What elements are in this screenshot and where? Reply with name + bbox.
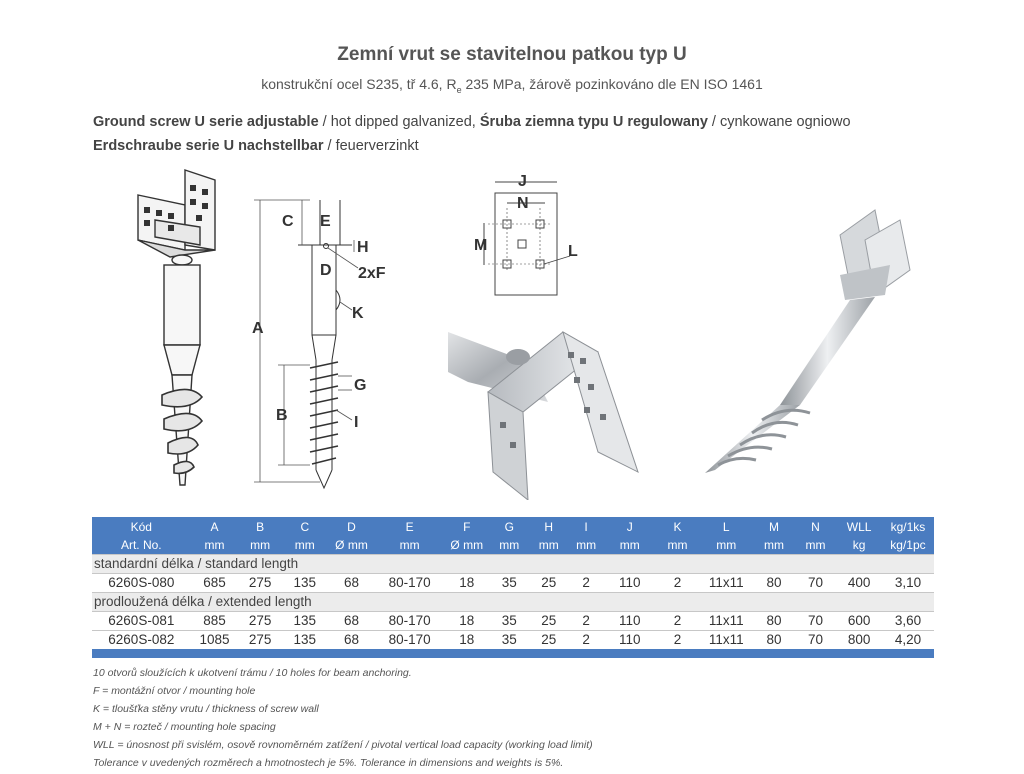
col-header: H [529,517,568,536]
col-header: C [282,517,328,536]
col-header: F [444,517,490,536]
cell: 68 [328,573,376,592]
label-m: M [474,237,488,254]
cell: 68 [328,630,376,649]
col-unit: Ø mm [444,536,490,554]
cell: 70 [795,573,837,592]
cell: 68 [328,611,376,630]
cell: 80-170 [375,611,444,630]
cell: 35 [490,573,529,592]
cell: 2 [656,611,700,630]
cell: 35 [490,611,529,630]
col-header: Kód [92,517,191,536]
group-label: prodloužená délka / extended length [92,592,934,611]
german-name: Erdschraube serie U nachstellbar [93,138,324,154]
col-header: B [238,517,282,536]
label-f: 2xF [358,265,386,282]
cell: 135 [282,573,328,592]
col-unit: mm [375,536,444,554]
table-row [92,611,934,630]
cell: 80-170 [375,573,444,592]
col-header: G [490,517,529,536]
label-c: C [282,213,294,230]
page-subtitle: konstrukční ocel S235, tř 4.6, $R_e$ 235 MPa, žárově pozinkováno dle EN ISO 1461 [261,76,763,95]
note-line: WLL = únosnost při svislém, osově rovnoměrném zatížení / pivotal vertical load capacity (working load limit) [93,739,593,751]
col-header: J [604,517,656,536]
cell: 25 [529,611,568,630]
group-row-standard [92,554,934,573]
cell-code: 6260S-082 [92,630,191,649]
col-unit: mm [568,536,603,554]
col-header: M [753,517,795,536]
group-label: standardní délka / standard length [92,554,934,573]
cell: 80 [753,611,795,630]
label-e: E [320,213,331,230]
note-line: Tolerance v uvedených rozměrech a hmotnostech je 5%. Tolerance in dimensions and weights is 5%. [93,757,564,769]
note-line: K = tloušťka stěny vrutu / thickness of screw wall [93,703,319,715]
col-unit: kg/1pc [882,536,934,554]
polish-name: Śruba ziemna typu U regulowany [479,114,708,130]
cell-code: 6260S-080 [92,573,191,592]
cell: 70 [795,630,837,649]
label-k: K [352,305,364,322]
note-line: M + N = rozteč / mounting hole spacing [93,721,276,733]
cell: 11x11 [699,573,753,592]
cell: 1085 [191,630,239,649]
group-row-extended [92,592,934,611]
col-header: kg/1ks [882,517,934,536]
col-header: L [699,517,753,536]
label-d: D [320,262,332,279]
cell: 110 [604,573,656,592]
cell: 2 [568,630,603,649]
label-i: I [354,414,359,431]
cell: 18 [444,630,490,649]
cell: 110 [604,630,656,649]
col-unit: mm [699,536,753,554]
col-unit: mm [604,536,656,554]
cell: 25 [529,573,568,592]
english-name: Ground screw U serie adjustable [93,114,319,130]
spec-table-container [92,517,934,658]
cell: 135 [282,611,328,630]
cell: 70 [795,611,837,630]
col-header: D [328,517,376,536]
cell: 35 [490,630,529,649]
col-header: I [568,517,603,536]
bracket-closeup-photo [448,322,644,500]
table-row [92,630,934,649]
cell: 3,60 [882,611,934,630]
cell: 80 [753,630,795,649]
col-unit: mm [282,536,328,554]
label-g: G [354,377,367,394]
label-l: L [568,243,578,260]
label-h: H [357,239,369,256]
note-line: 10 otvorů sloužících k ukotvení trámu / 10 holes for beam anchoring. [93,667,412,679]
col-unit: kg [836,536,882,554]
cell: 11x11 [699,630,753,649]
cell: 685 [191,573,239,592]
cell: 11x11 [699,611,753,630]
col-unit: mm [656,536,700,554]
col-unit: mm [753,536,795,554]
multilang-line-2: Erdschraube serie U nachstellbar / feuerverzinkt [93,138,419,154]
table-header-row [92,517,934,536]
cell: 3,10 [882,573,934,592]
table-unit-row [92,536,934,554]
cell-code: 6260S-081 [92,611,191,630]
table-footer-bar [92,649,934,658]
col-unit: mm [490,536,529,554]
cell: 600 [836,611,882,630]
cell: 275 [238,573,282,592]
col-unit: Ø mm [328,536,376,554]
cell: 275 [238,611,282,630]
plate-detail-drawing [470,168,585,303]
multilang-line-1: Ground screw U serie adjustable / hot dipped galvanized, Śruba ziemna typu U regulowany / cynkowane ogniowo [93,114,851,130]
product-sketch-figure [130,165,240,495]
cell: 4,20 [882,630,934,649]
col-unit: mm [238,536,282,554]
notes-section [93,666,953,774]
cell: 885 [191,611,239,630]
col-unit: mm [529,536,568,554]
cell: 2 [656,630,700,649]
cell: 275 [238,630,282,649]
page-title: Zemní vrut se stavitelnou patkou typ U [337,44,687,65]
cell: 400 [836,573,882,592]
cell: 18 [444,573,490,592]
note-line: F = montážní otvor / mounting hole [93,685,256,697]
cell: 2 [568,611,603,630]
col-header: N [795,517,837,536]
label-a: A [252,320,264,337]
col-header: WLL [836,517,882,536]
cell: 135 [282,630,328,649]
col-header: A [191,517,239,536]
ground-screw-photo [690,205,920,480]
cell: 800 [836,630,882,649]
label-b: B [276,407,288,424]
col-header: E [375,517,444,536]
spec-table [92,517,934,658]
table-row [92,573,934,592]
label-n: N [517,195,529,212]
cell: 2 [656,573,700,592]
col-header: K [656,517,700,536]
col-unit: Art. No. [92,536,191,554]
label-j: J [518,173,527,190]
cell: 80-170 [375,630,444,649]
cell: 80 [753,573,795,592]
cell: 2 [568,573,603,592]
cell: 18 [444,611,490,630]
dimension-drawing [240,190,400,490]
cell: 25 [529,630,568,649]
col-unit: mm [795,536,837,554]
col-unit: mm [191,536,239,554]
cell: 110 [604,611,656,630]
